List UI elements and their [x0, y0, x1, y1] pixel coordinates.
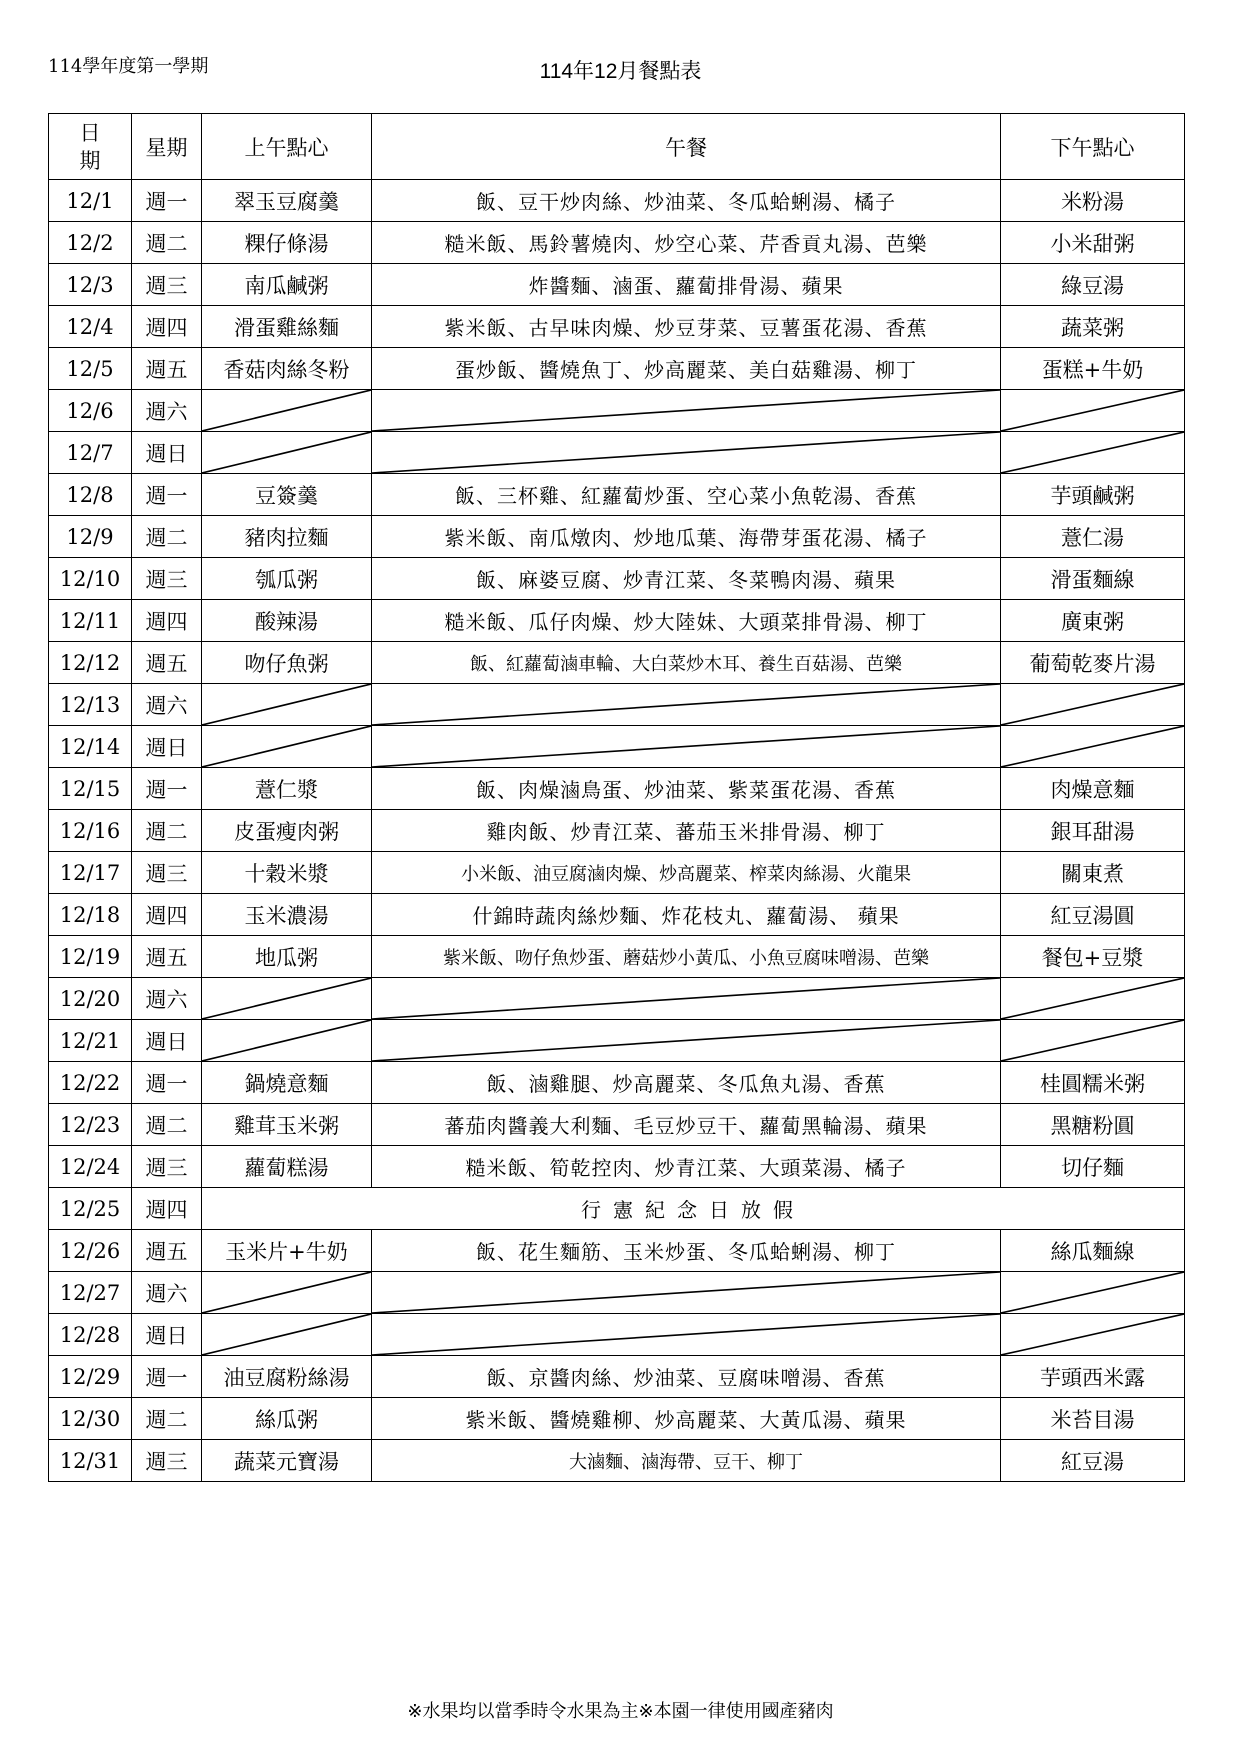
- table-row: [49, 558, 1185, 600]
- pm-empty-cell: [1001, 1020, 1185, 1062]
- afternoon-snack-cell: 葡萄乾麥片湯: [1001, 642, 1185, 684]
- lunch-cell: 糙米飯、瓜仔肉燥、炒大陸妹、大頭菜排骨湯、柳丁: [372, 600, 1001, 642]
- weekday-cell: 週三: [132, 1440, 202, 1482]
- lunch-empty-cell: [372, 978, 1001, 1020]
- diagonal-line: [372, 684, 1000, 725]
- date-cell: 12/10: [49, 558, 132, 600]
- table-row: [49, 852, 1185, 894]
- afternoon-snack-cell: 桂圓糯米粥: [1001, 1062, 1185, 1104]
- header-row: [49, 114, 1185, 180]
- afternoon-snack-cell: 米苔目湯: [1001, 1398, 1185, 1440]
- pm-empty-cell: [1001, 726, 1185, 768]
- diagonal-line: [1001, 684, 1184, 725]
- afternoon-snack-cell: 米粉湯: [1001, 180, 1185, 222]
- date-cell: 12/7: [49, 432, 132, 474]
- date-cell: 12/14: [49, 726, 132, 768]
- diagonal-line: [372, 1272, 1000, 1313]
- date-cell: 12/24: [49, 1146, 132, 1188]
- weekday-cell: 週四: [132, 600, 202, 642]
- weekday-cell: 週六: [132, 1272, 202, 1314]
- diagonal-line: [202, 432, 371, 473]
- morning-snack-cell: 南瓜鹹粥: [202, 264, 372, 306]
- weekday-cell: 週一: [132, 1062, 202, 1104]
- weekday-cell: 週三: [132, 1146, 202, 1188]
- weekday-cell: 週三: [132, 852, 202, 894]
- diagonal-line: [202, 390, 371, 431]
- diagonal-line: [202, 684, 371, 725]
- weekday-cell: 週五: [132, 936, 202, 978]
- morning-snack-cell: 翠玉豆腐羹: [202, 180, 372, 222]
- date-cell: 12/11: [49, 600, 132, 642]
- table-row: [49, 390, 1185, 432]
- morning-snack-cell: 玉米濃湯: [202, 894, 372, 936]
- date-cell: 12/28: [49, 1314, 132, 1356]
- lunch-cell: 炸醬麵、滷蛋、蘿蔔排骨湯、蘋果: [372, 264, 1001, 306]
- weekday-cell: 週日: [132, 1020, 202, 1062]
- am-empty-cell: [202, 1020, 372, 1062]
- date-cell: 12/23: [49, 1104, 132, 1146]
- afternoon-snack-cell: 肉燥意麵: [1001, 768, 1185, 810]
- date-cell: 12/15: [49, 768, 132, 810]
- table-row: [49, 726, 1185, 768]
- date-cell: 12/4: [49, 306, 132, 348]
- date-cell: 12/31: [49, 1440, 132, 1482]
- lunch-cell: 飯、滷雞腿、炒高麗菜、冬瓜魚丸湯、香蕉: [372, 1062, 1001, 1104]
- date-cell: 12/18: [49, 894, 132, 936]
- holiday-cell: 行憲紀念日放假: [202, 1188, 1185, 1230]
- table-row: [49, 516, 1185, 558]
- afternoon-snack-cell: 芋頭鹹粥: [1001, 474, 1185, 516]
- lunch-cell: 紫米飯、南瓜燉肉、炒地瓜葉、海帶芽蛋花湯、橘子: [372, 516, 1001, 558]
- weekday-cell: 週一: [132, 768, 202, 810]
- lunch-cell: 小米飯、油豆腐滷肉燥、炒高麗菜、榨菜肉絲湯、火龍果: [372, 852, 1001, 894]
- table-row: [49, 264, 1185, 306]
- lunch-empty-cell: [372, 432, 1001, 474]
- header-morning-snack: 上午點心: [202, 114, 372, 180]
- weekday-cell: 週六: [132, 390, 202, 432]
- table-row: [49, 1062, 1185, 1104]
- diagonal-line: [1001, 726, 1184, 767]
- afternoon-snack-cell: 紅豆湯: [1001, 1440, 1185, 1482]
- table-row: [49, 1146, 1185, 1188]
- table-row: [49, 1272, 1185, 1314]
- diagonal-line: [372, 1020, 1000, 1061]
- lunch-empty-cell: [372, 684, 1001, 726]
- diagonal-line: [1001, 1020, 1184, 1061]
- lunch-cell: 紫米飯、古早味肉燥、炒豆芽菜、豆薯蛋花湯、香蕉: [372, 306, 1001, 348]
- meal-table: [48, 113, 1185, 1482]
- lunch-empty-cell: [372, 1314, 1001, 1356]
- table-row: [49, 222, 1185, 264]
- table-row: [49, 1314, 1185, 1356]
- diagonal-line: [202, 1314, 371, 1355]
- date-cell: 12/3: [49, 264, 132, 306]
- lunch-empty-cell: [372, 390, 1001, 432]
- diagonal-line: [372, 726, 1000, 767]
- diagonal-line: [372, 432, 1000, 473]
- morning-snack-cell: 豬肉拉麵: [202, 516, 372, 558]
- morning-snack-cell: 蔬菜元寶湯: [202, 1440, 372, 1482]
- morning-snack-cell: 滑蛋雞絲麵: [202, 306, 372, 348]
- diagonal-line: [372, 978, 1000, 1019]
- afternoon-snack-cell: 滑蛋麵線: [1001, 558, 1185, 600]
- weekday-cell: 週三: [132, 558, 202, 600]
- diagonal-line: [202, 726, 371, 767]
- weekday-cell: 週日: [132, 1314, 202, 1356]
- lunch-cell: 飯、京醬肉絲、炒油菜、豆腐味噌湯、香蕉: [372, 1356, 1001, 1398]
- table-row: [49, 348, 1185, 390]
- table-row: [49, 1440, 1185, 1482]
- diagonal-line: [202, 978, 371, 1019]
- morning-snack-cell: 鍋燒意麵: [202, 1062, 372, 1104]
- lunch-cell: 大滷麵、滷海帶、豆干、柳丁: [372, 1440, 1001, 1482]
- header-lunch: 午餐: [372, 114, 1001, 180]
- date-cell: 12/21: [49, 1020, 132, 1062]
- weekday-cell: 週三: [132, 264, 202, 306]
- date-cell: 12/26: [49, 1230, 132, 1272]
- lunch-cell: 雞肉飯、炒青江菜、蕃茄玉米排骨湯、柳丁: [372, 810, 1001, 852]
- date-cell: 12/22: [49, 1062, 132, 1104]
- date-cell: 12/9: [49, 516, 132, 558]
- pm-empty-cell: [1001, 978, 1185, 1020]
- table-row: [49, 1188, 1185, 1230]
- date-cell: 12/20: [49, 978, 132, 1020]
- lunch-cell: 飯、花生麵筋、玉米炒蛋、冬瓜蛤蜊湯、柳丁: [372, 1230, 1001, 1272]
- lunch-cell: 蕃茄肉醬義大利麵、毛豆炒豆干、蘿蔔黑輪湯、蘋果: [372, 1104, 1001, 1146]
- morning-snack-cell: 蘿蔔糕湯: [202, 1146, 372, 1188]
- lunch-cell: 什錦時蔬肉絲炒麵、炸花枝丸、蘿蔔湯、 蘋果: [372, 894, 1001, 936]
- table-row: [49, 810, 1185, 852]
- table-row: [49, 684, 1185, 726]
- table-row: [49, 642, 1185, 684]
- header-date-line2: 期: [79, 148, 101, 173]
- diagonal-line: [202, 1272, 371, 1313]
- table-row: [49, 768, 1185, 810]
- morning-snack-cell: 油豆腐粉絲湯: [202, 1356, 372, 1398]
- weekday-cell: 週二: [132, 222, 202, 264]
- pm-empty-cell: [1001, 1272, 1185, 1314]
- pm-empty-cell: [1001, 432, 1185, 474]
- weekday-cell: 週日: [132, 726, 202, 768]
- date-cell: 12/19: [49, 936, 132, 978]
- weekday-cell: 週四: [132, 306, 202, 348]
- afternoon-snack-cell: 小米甜粥: [1001, 222, 1185, 264]
- header-date-line1: 日: [79, 120, 101, 145]
- afternoon-snack-cell: 蔬菜粥: [1001, 306, 1185, 348]
- table-row: [49, 600, 1185, 642]
- morning-snack-cell: 香菇肉絲冬粉: [202, 348, 372, 390]
- afternoon-snack-cell: 餐包+豆漿: [1001, 936, 1185, 978]
- weekday-cell: 週日: [132, 432, 202, 474]
- lunch-cell: 紫米飯、醬燒雞柳、炒高麗菜、大黃瓜湯、蘋果: [372, 1398, 1001, 1440]
- morning-snack-cell: 雞茸玉米粥: [202, 1104, 372, 1146]
- table-row: [49, 180, 1185, 222]
- lunch-cell: 糙米飯、筍乾控肉、炒青江菜、大頭菜湯、橘子: [372, 1146, 1001, 1188]
- lunch-cell: 飯、麻婆豆腐、炒青江菜、冬菜鴨肉湯、蘋果: [372, 558, 1001, 600]
- date-cell: 12/27: [49, 1272, 132, 1314]
- weekday-cell: 週一: [132, 474, 202, 516]
- afternoon-snack-cell: 絲瓜麵線: [1001, 1230, 1185, 1272]
- afternoon-snack-cell: 廣東粥: [1001, 600, 1185, 642]
- morning-snack-cell: 玉米片+牛奶: [202, 1230, 372, 1272]
- am-empty-cell: [202, 1314, 372, 1356]
- pm-empty-cell: [1001, 390, 1185, 432]
- am-empty-cell: [202, 978, 372, 1020]
- lunch-cell: 糙米飯、馬鈴薯燒肉、炒空心菜、芹香貢丸湯、芭樂: [372, 222, 1001, 264]
- afternoon-snack-cell: 銀耳甜湯: [1001, 810, 1185, 852]
- morning-snack-cell: 地瓜粥: [202, 936, 372, 978]
- diagonal-line: [1001, 1272, 1184, 1313]
- morning-snack-cell: 酸辣湯: [202, 600, 372, 642]
- weekday-cell: 週五: [132, 642, 202, 684]
- diagonal-line: [202, 1020, 371, 1061]
- weekday-cell: 週二: [132, 810, 202, 852]
- am-empty-cell: [202, 432, 372, 474]
- am-empty-cell: [202, 684, 372, 726]
- table-row: [49, 1356, 1185, 1398]
- morning-snack-cell: 皮蛋瘦肉粥: [202, 810, 372, 852]
- afternoon-snack-cell: 綠豆湯: [1001, 264, 1185, 306]
- table-row: [49, 432, 1185, 474]
- header-afternoon-snack: 下午點心: [1001, 114, 1185, 180]
- lunch-cell: 飯、肉燥滷鳥蛋、炒油菜、紫菜蛋花湯、香蕉: [372, 768, 1001, 810]
- am-empty-cell: [202, 1272, 372, 1314]
- morning-snack-cell: 瓠瓜粥: [202, 558, 372, 600]
- lunch-cell: 飯、三杯雞、紅蘿蔔炒蛋、空心菜小魚乾湯、香蕉: [372, 474, 1001, 516]
- table-row: [49, 1104, 1185, 1146]
- afternoon-snack-cell: 蛋糕+牛奶: [1001, 348, 1185, 390]
- weekday-cell: 週四: [132, 1188, 202, 1230]
- diagonal-line: [1001, 390, 1184, 431]
- diagonal-line: [1001, 432, 1184, 473]
- date-cell: 12/8: [49, 474, 132, 516]
- morning-snack-cell: 粿仔條湯: [202, 222, 372, 264]
- lunch-cell: 飯、豆干炒肉絲、炒油菜、冬瓜蛤蜊湯、橘子: [372, 180, 1001, 222]
- lunch-empty-cell: [372, 1020, 1001, 1062]
- date-cell: 12/17: [49, 852, 132, 894]
- table-row: [49, 1020, 1185, 1062]
- date-cell: 12/12: [49, 642, 132, 684]
- date-cell: 12/13: [49, 684, 132, 726]
- morning-snack-cell: 絲瓜粥: [202, 1398, 372, 1440]
- table-row: [49, 978, 1185, 1020]
- date-cell: 12/1: [49, 180, 132, 222]
- diagonal-line: [1001, 1314, 1184, 1355]
- weekday-cell: 週二: [132, 1398, 202, 1440]
- lunch-empty-cell: [372, 726, 1001, 768]
- afternoon-snack-cell: 關東煮: [1001, 852, 1185, 894]
- diagonal-line: [1001, 978, 1184, 1019]
- pm-empty-cell: [1001, 684, 1185, 726]
- table-row: [49, 936, 1185, 978]
- footer-note: ※水果均以當季時令水果為主※本園一律使用國產豬肉: [407, 1701, 834, 1721]
- date-cell: 12/25: [49, 1188, 132, 1230]
- weekday-cell: 週一: [132, 180, 202, 222]
- lunch-cell: 紫米飯、吻仔魚炒蛋、蘑菇炒小黃瓜、小魚豆腐味噌湯、芭樂: [372, 936, 1001, 978]
- morning-snack-cell: 吻仔魚粥: [202, 642, 372, 684]
- table-row: [49, 306, 1185, 348]
- weekday-cell: 週二: [132, 1104, 202, 1146]
- weekday-cell: 週六: [132, 978, 202, 1020]
- header-weekday: 星期: [132, 114, 202, 180]
- afternoon-snack-cell: 芋頭西米露: [1001, 1356, 1185, 1398]
- lunch-empty-cell: [372, 1272, 1001, 1314]
- afternoon-snack-cell: 切仔麵: [1001, 1146, 1185, 1188]
- date-cell: 12/2: [49, 222, 132, 264]
- weekday-cell: 週五: [132, 1230, 202, 1272]
- afternoon-snack-cell: 薏仁湯: [1001, 516, 1185, 558]
- pm-empty-cell: [1001, 1314, 1185, 1356]
- lunch-cell: 蛋炒飯、醬燒魚丁、炒高麗菜、美白菇雞湯、柳丁: [372, 348, 1001, 390]
- date-cell: 12/30: [49, 1398, 132, 1440]
- morning-snack-cell: 豆簽羹: [202, 474, 372, 516]
- date-cell: 12/16: [49, 810, 132, 852]
- date-cell: 12/5: [49, 348, 132, 390]
- date-cell: 12/6: [49, 390, 132, 432]
- header-date: [49, 114, 132, 180]
- weekday-cell: 週五: [132, 348, 202, 390]
- am-empty-cell: [202, 726, 372, 768]
- diagonal-line: [372, 390, 1000, 431]
- table-row: [49, 894, 1185, 936]
- weekday-cell: 週六: [132, 684, 202, 726]
- weekday-cell: 週一: [132, 1356, 202, 1398]
- lunch-cell: 飯、紅蘿蔔滷車輪、大白菜炒木耳、養生百菇湯、芭樂: [372, 642, 1001, 684]
- table-row: [49, 1398, 1185, 1440]
- page-title: 114年12月餐點表: [539, 60, 702, 83]
- afternoon-snack-cell: 黑糖粉圓: [1001, 1104, 1185, 1146]
- morning-snack-cell: 薏仁漿: [202, 768, 372, 810]
- diagonal-line: [372, 1314, 1000, 1355]
- afternoon-snack-cell: 紅豆湯圓: [1001, 894, 1185, 936]
- morning-snack-cell: 十穀米漿: [202, 852, 372, 894]
- date-cell: 12/29: [49, 1356, 132, 1398]
- table-row: [49, 474, 1185, 516]
- term-label: 114學年度第一學期: [48, 56, 209, 77]
- weekday-cell: 週二: [132, 516, 202, 558]
- table-row: [49, 1230, 1185, 1272]
- am-empty-cell: [202, 390, 372, 432]
- weekday-cell: 週四: [132, 894, 202, 936]
